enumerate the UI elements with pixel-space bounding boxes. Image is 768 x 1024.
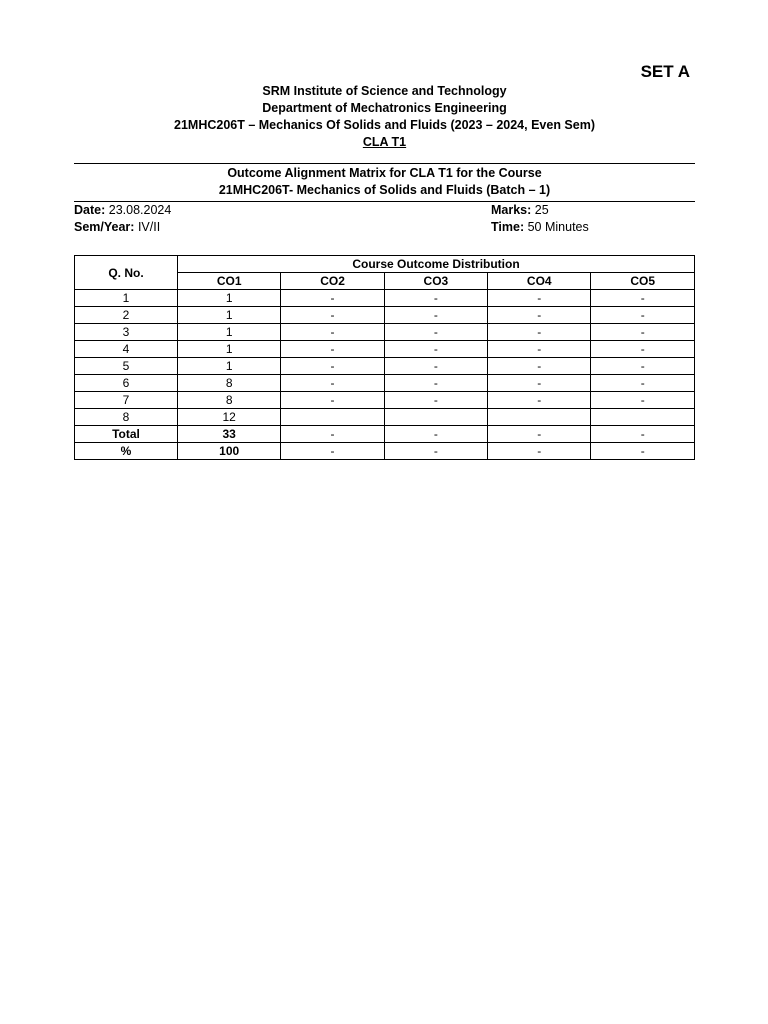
table-cell: 100 (178, 443, 281, 460)
table-cell: - (281, 426, 384, 443)
table-cell: - (488, 307, 591, 324)
table-cell: 1 (178, 290, 281, 307)
course-outcome-table (74, 255, 695, 460)
table-cell: 1 (75, 290, 178, 307)
table-cell: - (281, 443, 384, 460)
table-cell: - (281, 358, 384, 375)
table-cell: - (591, 358, 695, 375)
table-cell: - (488, 392, 591, 409)
table-cell: - (591, 307, 695, 324)
table-cell: 2 (75, 307, 178, 324)
table-cell: - (281, 375, 384, 392)
table-cell: - (488, 426, 591, 443)
table-cell: - (488, 443, 591, 460)
semyear-label: Sem/Year: (74, 220, 135, 234)
table-cell: - (384, 426, 487, 443)
set-label: SET A (640, 62, 690, 81)
co-header: CO4 (488, 273, 591, 290)
matrix-title (74, 165, 695, 199)
table-cell (384, 409, 487, 426)
table-cell: - (384, 375, 487, 392)
time-field (491, 219, 589, 236)
date-field (74, 202, 171, 219)
table-cell: - (281, 290, 384, 307)
table-cell: - (281, 324, 384, 341)
marks-field (491, 202, 549, 219)
matrix-title-line1: Outcome Alignment Matrix for CLA T1 for the Course (227, 166, 542, 180)
date-value: 23.08.2024 (108, 203, 172, 217)
marks-value: 25 (534, 203, 549, 217)
table-cell: 12 (178, 409, 281, 426)
semyear-field (74, 219, 160, 236)
table-row (75, 392, 695, 409)
table-cell: - (384, 443, 487, 460)
qno-header: Q. No. (75, 256, 178, 290)
table-row (75, 358, 695, 375)
table-row (75, 341, 695, 358)
table-cell: - (591, 341, 695, 358)
course-title: 21MHC206T – Mechanics Of Solids and Fluids (2023 – 2024, Even Sem) (174, 118, 595, 132)
table-cell: - (384, 341, 487, 358)
table-cell: - (591, 443, 695, 460)
table-cell: - (281, 341, 384, 358)
table-cell: - (488, 341, 591, 358)
co-header: CO2 (281, 273, 384, 290)
table-row (75, 307, 695, 324)
co-header: CO5 (591, 273, 695, 290)
table-cell: 8 (75, 409, 178, 426)
table-cell: 1 (178, 358, 281, 375)
document-header (74, 83, 695, 151)
department-name: Department of Mechatronics Engineering (262, 101, 507, 115)
table-cell: - (488, 375, 591, 392)
co-distribution-header: Course Outcome Distribution (178, 256, 695, 273)
table-cell: 8 (178, 375, 281, 392)
table-row (75, 290, 695, 307)
table-cell: 1 (178, 324, 281, 341)
co-header: CO3 (384, 273, 487, 290)
table-cell: - (591, 392, 695, 409)
table-cell: - (591, 324, 695, 341)
percent-row (75, 443, 695, 460)
table-cell: - (488, 358, 591, 375)
table-cell: - (281, 392, 384, 409)
date-label: Date: (74, 203, 106, 217)
co-header: CO1 (178, 273, 281, 290)
table-cell: - (384, 324, 487, 341)
table-cell: 4 (75, 341, 178, 358)
table-cell: 5 (75, 358, 178, 375)
semyear-value: IV/II (137, 220, 161, 234)
table-cell: Total (75, 426, 178, 443)
table-cell: 8 (178, 392, 281, 409)
table-cell: 3 (75, 324, 178, 341)
table-cell: 1 (178, 307, 281, 324)
test-name: CLA T1 (362, 135, 407, 149)
institute-name: SRM Institute of Science and Technology (262, 84, 507, 98)
table-row (75, 409, 695, 426)
time-label: Time: (491, 220, 525, 234)
table-cell: - (384, 290, 487, 307)
table-cell: - (384, 307, 487, 324)
table-row (75, 324, 695, 341)
table-cell: - (591, 290, 695, 307)
table-cell: - (488, 290, 591, 307)
table-cell: 6 (75, 375, 178, 392)
table-row (75, 375, 695, 392)
time-value: 50 Minutes (527, 220, 589, 234)
table-cell (281, 409, 384, 426)
table-cell: 33 (178, 426, 281, 443)
table-cell: - (384, 392, 487, 409)
table-cell: - (281, 307, 384, 324)
table-cell: 7 (75, 392, 178, 409)
table-cell: 1 (178, 341, 281, 358)
table-cell: - (384, 358, 487, 375)
table-cell: % (75, 443, 178, 460)
table-cell (488, 409, 591, 426)
marks-label: Marks: (491, 203, 532, 217)
table-cell: - (488, 324, 591, 341)
table-cell: - (591, 426, 695, 443)
total-row (75, 426, 695, 443)
matrix-title-line2: 21MHC206T- Mechanics of Solids and Fluids (Batch – 1) (218, 183, 551, 197)
top-divider (74, 163, 695, 164)
table-cell (591, 409, 695, 426)
table-cell: - (591, 375, 695, 392)
